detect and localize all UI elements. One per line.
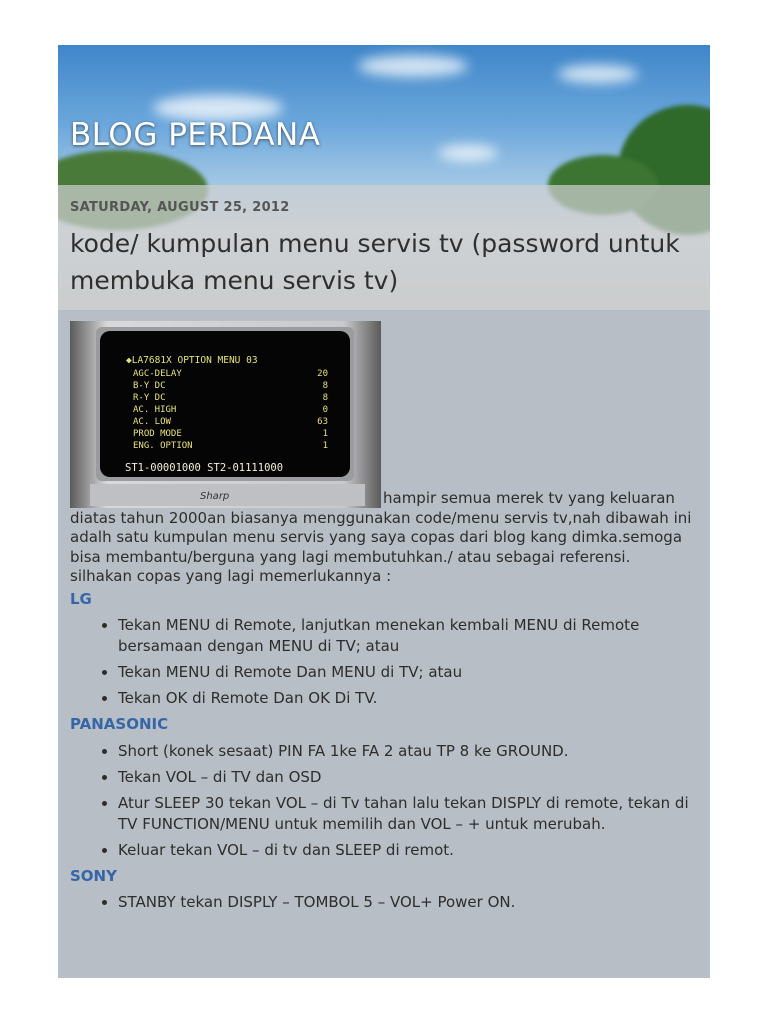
blog-title[interactable]: BLOG PERDANA	[70, 117, 321, 153]
list-item: • Tekan MENU di Remote, lanjutkan menekan kembali MENU di Remote bersamaan dengan MENU di TV; atau	[118, 615, 702, 657]
blog-header	[58, 45, 710, 310]
osd-label: AC. HIGH	[133, 405, 177, 415]
osd-label: B-Y DC	[133, 381, 166, 391]
list-item: • Keluar tekan VOL – di tv dan SLEEP di remot.	[118, 840, 702, 861]
cloud-decoration	[558, 65, 638, 83]
blog-page	[58, 45, 710, 978]
list-item: • Short (konek sesaat) PIN FA 1ke FA 2 atau TP 8 ke GROUND.	[118, 741, 702, 762]
section-heading-lg: LG	[70, 589, 92, 608]
sony-steps	[70, 892, 702, 913]
panasonic-steps	[70, 741, 702, 861]
osd-value: 63	[317, 417, 328, 427]
osd-footer: ST1-00001000 ST2-01111000	[125, 462, 284, 474]
osd-label: AGC-DELAY	[133, 369, 182, 379]
post-date: SATURDAY, AUGUST 25, 2012	[70, 200, 290, 215]
osd-value: 20	[317, 369, 328, 379]
osd-row	[133, 437, 328, 457]
list-item: • Tekan OK di Remote Dan OK Di TV.	[118, 688, 702, 709]
tv-service-menu-photo	[70, 321, 381, 508]
osd-title: ◆LA7681X OPTION MENU 03	[126, 355, 258, 366]
cloud-decoration	[438, 145, 498, 161]
osd-label: ENG. OPTION	[133, 441, 193, 451]
post-title[interactable]: kode/ kumpulan menu servis tv (password untuk membuka menu servis tv)	[70, 229, 680, 295]
intro-line2: silhakan copas yang lagi memerlukannya :	[70, 567, 392, 585]
list-item: • Atur SLEEP 30 tekan VOL – di Tv tahan lalu tekan DISPLY di remote, tekan di TV FUNCTION/MENU untuk memilih dan VOL – + untuk merubah.	[118, 793, 702, 835]
osd-value: 1	[322, 429, 328, 439]
list-item: • STANBY tekan DISPLY – TOMBOL 5 – VOL+ Power ON.	[118, 892, 702, 913]
osd-value: 8	[322, 381, 328, 391]
post-body	[70, 321, 702, 919]
osd-value: 0	[322, 405, 328, 415]
osd-value: 8	[322, 393, 328, 403]
section-heading-sony: SONY	[70, 866, 117, 885]
cloud-decoration	[358, 55, 468, 77]
tv-brand-logo: Sharp	[200, 491, 230, 502]
list-item: • Tekan MENU di Remote Dan MENU di TV; atau	[118, 662, 702, 683]
tv-screen	[100, 331, 350, 477]
osd-label: R-Y DC	[133, 393, 166, 403]
list-item: • Tekan VOL – di TV dan OSD	[118, 767, 702, 788]
osd-value: 1	[322, 441, 328, 451]
section-heading-panasonic: PANASONIC	[70, 715, 169, 733]
intro-paragraph: hampir semua merek tv yang keluaran diatas tahun 2000an biasanya menggunakan code/menu servis tv,nah dibawah ini adalh satu kumpulan menu servis yang saya copas dari blog kang dimka.semoga bisa membantu/berguna yang lagi membutuhkan./ atau sebagai referensi.	[70, 489, 692, 566]
osd-label: AC. LOW	[133, 417, 171, 427]
osd-label: PROD MODE	[133, 429, 182, 439]
lg-steps	[70, 615, 702, 709]
